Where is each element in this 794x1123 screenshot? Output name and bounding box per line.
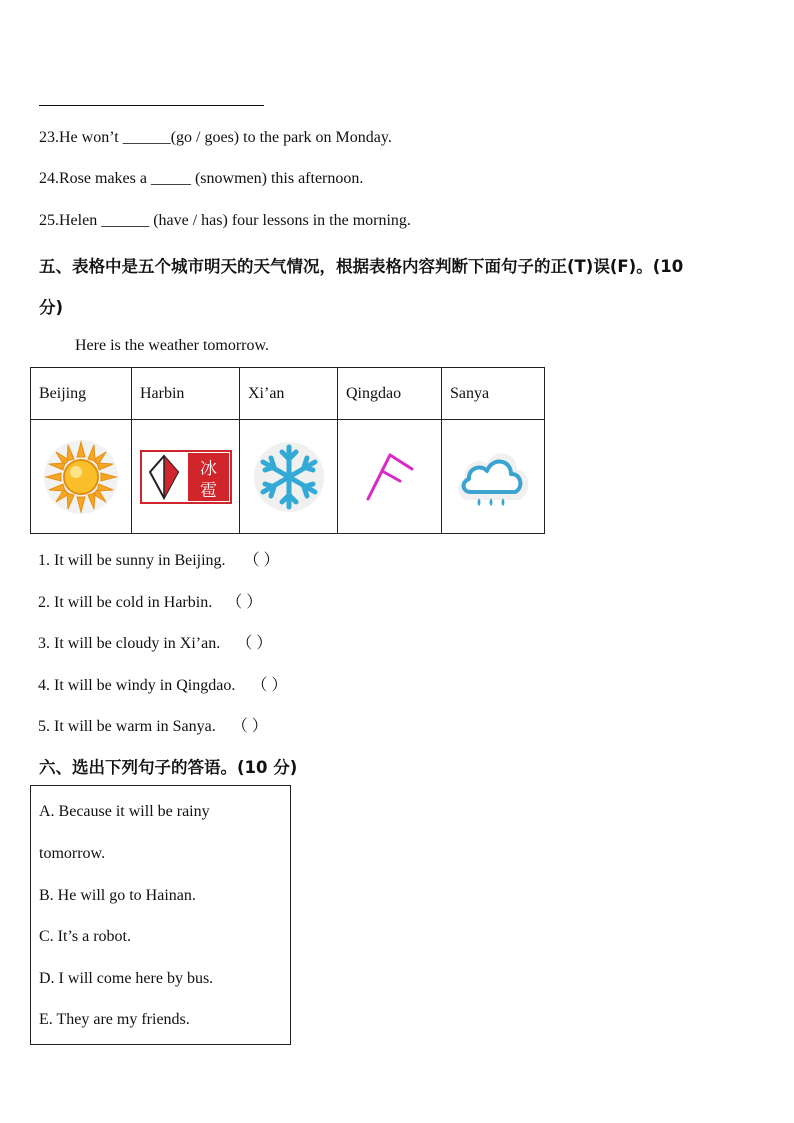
answer-bracket[interactable]: （ ） xyxy=(251,677,288,694)
answer-bracket[interactable]: （ ） xyxy=(226,594,263,611)
weather-intro: Here is the weather tomorrow. xyxy=(75,337,269,354)
snowflake-icon xyxy=(251,439,327,515)
sun-icon xyxy=(41,437,121,517)
city-beijing: Beijing xyxy=(31,368,132,420)
question-25 xyxy=(39,212,411,230)
ice-icon xyxy=(140,450,232,504)
question-24 xyxy=(39,170,363,188)
option-b: B. He will go to Hainan. xyxy=(39,887,196,904)
statement-4 xyxy=(38,672,287,695)
weather-cell-beijing xyxy=(31,420,132,534)
option-c: C. It’s a robot. xyxy=(39,928,131,945)
option-a-cont: tomorrow. xyxy=(39,845,106,862)
section5-heading-cont: 分) xyxy=(39,298,64,317)
statement-text: 2. It will be cold in Harbin. xyxy=(38,594,213,611)
answer-bracket[interactable]: （ ） xyxy=(243,552,280,569)
statement-2 xyxy=(38,589,262,612)
question-number: 25. xyxy=(39,212,59,229)
weather-cell-qingdao xyxy=(338,420,442,534)
ice-label-1: 冰 xyxy=(199,458,217,479)
answer-options-box xyxy=(30,785,291,1045)
statement-3 xyxy=(38,630,272,653)
city-harbin: Harbin xyxy=(132,368,240,420)
statement-text: 5. It will be warm in Sanya. xyxy=(38,718,216,735)
statement-text: 3. It will be cloudy in Xi’an. xyxy=(38,635,221,652)
question-text: Helen ______ (have / has) four lessons in the morning. xyxy=(59,212,411,229)
weather-cell-harbin xyxy=(132,420,240,534)
option-d: D. I will come here by bus. xyxy=(39,970,214,987)
statement-text: 4. It will be windy in Qingdao. xyxy=(38,677,236,694)
rain-cloud-icon xyxy=(451,440,535,514)
ice-label-2: 雹 xyxy=(199,480,217,501)
answer-blank-line xyxy=(39,105,264,106)
option-a: A. Because it will be rainy xyxy=(39,803,210,820)
weather-cell-xian xyxy=(240,420,338,534)
statement-text: 1. It will be sunny in Beijing. xyxy=(38,552,226,569)
question-text: Rose makes a _____ (snowmen) this afternoon. xyxy=(59,170,364,187)
question-number: 23. xyxy=(39,129,59,146)
wind-flag-icon xyxy=(360,447,420,507)
answer-bracket[interactable]: （ ） xyxy=(231,718,268,735)
section5-heading: 五、表格中是五个城市明天的天气情况，根据表格内容判断下面句子的正(T)误(F)。(10 xyxy=(39,257,684,276)
section6-heading: 六、选出下列句子的答语。(10 分) xyxy=(39,758,298,777)
weather-cell-sanya xyxy=(442,420,545,534)
weather-table xyxy=(30,367,545,534)
question-number: 24. xyxy=(39,170,59,187)
statement-5 xyxy=(38,713,268,736)
answer-bracket[interactable]: （ ） xyxy=(236,635,273,652)
city-qingdao: Qingdao xyxy=(338,368,442,420)
city-sanya: Sanya xyxy=(442,368,545,420)
question-23 xyxy=(39,129,392,147)
question-text: He won’t ______(go / goes) to the park on Monday. xyxy=(59,129,392,146)
city-xian: Xi’an xyxy=(240,368,338,420)
option-e: E. They are my friends. xyxy=(39,1011,190,1028)
statement-1 xyxy=(38,547,280,570)
